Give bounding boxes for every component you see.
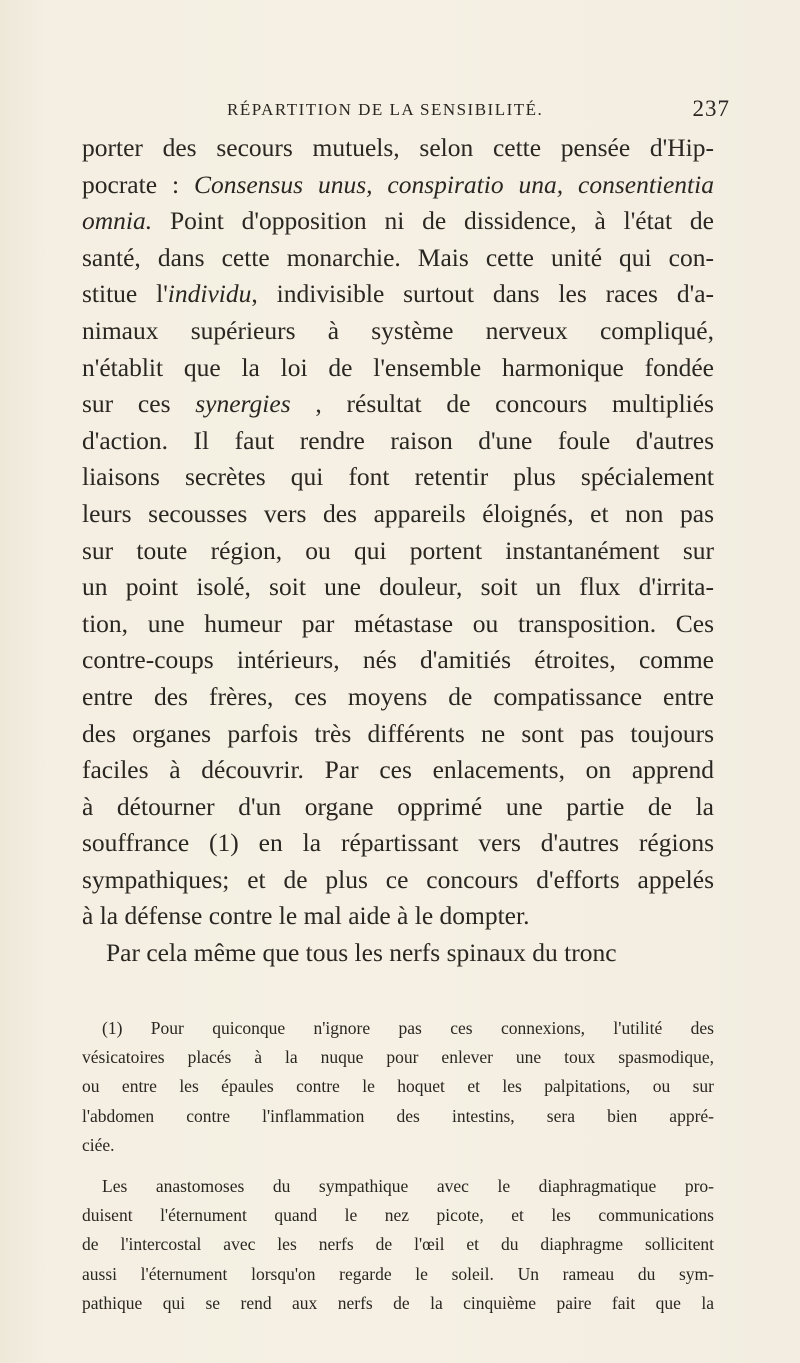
footnote-line: ciée. (82, 1134, 115, 1155)
footnote-line: pathique qui se rend aux nerfs de la cinquième paire fait que la (82, 1292, 714, 1313)
body-line (82, 276, 714, 313)
body-line: Par cela même que tous les nerfs spinaux du tronc (106, 938, 617, 968)
text-span: Point d'opposition ni de dissidence, à l'état de (152, 206, 714, 236)
footnote-line: (1) Pour quiconque n'ignore pas ces connexions, l'utilité des (102, 1018, 714, 1038)
body-line: entre des frères, ces moyens de compatissance entre (82, 681, 714, 711)
running-head (82, 96, 730, 126)
latin-quote: Consensus unus, conspiratio una, consentientia (193, 169, 714, 199)
body-line: des organes parfois très différents ne sont pas toujours (82, 718, 714, 748)
body-line: à la défense contre le mal aide à le dompter. (82, 901, 530, 931)
body-line: n'établit que la loi de l'ensemble harmonique fondée (82, 352, 714, 382)
body-line: liaisons secrètes qui font retentir plus spécialement (82, 462, 714, 492)
body-line: d'action. Il faut rendre raison d'une foule d'autres (82, 425, 714, 455)
footnote-line: duisent l'éternument quand le nez picote, et les communications (82, 1205, 714, 1226)
footnote-line: aussi l'éternument lorsqu'on regarde le soleil. Un rameau du sym- (82, 1263, 714, 1284)
footnote-gap (82, 1160, 714, 1172)
running-title: RÉPARTITION DE LA SENSIBILITÉ. (227, 100, 544, 119)
body-line: souffrance (1) en la répartissant vers d'autres régions (82, 828, 714, 858)
emphasis-individu: individu (167, 279, 252, 309)
footnote-line: vésicatoires placés à la nuque pour enlever une toux spasmodique, (82, 1047, 714, 1068)
latin-quote-end: omnia. (82, 206, 153, 236)
body-line: leurs secousses vers des appareils éloignés, et non pas (82, 498, 714, 528)
body-line: porter des secours mutuels, selon cette pensée d'Hip- (82, 133, 714, 162)
body-line: santé, dans cette monarchie. Mais cette unité qui con- (82, 242, 714, 272)
text-span: pocrate : (82, 169, 194, 199)
body-line (82, 203, 714, 240)
body-line: un point isolé, soit une douleur, soit un flux d'irrita- (82, 572, 714, 602)
text-span: , résultat de concours multipliés (290, 389, 714, 419)
text-span: sur ces (82, 389, 196, 419)
body-line: sur toute région, ou qui portent instantanément sur (82, 535, 714, 565)
footnote-line: ou entre les épaules contre le hoquet et les palpitations, ou sur (82, 1076, 714, 1097)
text-span: , indivisible surtout dans les races d'a- (251, 279, 714, 309)
body-line: à détourner d'un organe opprimé une partie de la (82, 791, 714, 821)
emphasis-synergies: synergies (195, 389, 291, 419)
footnotes (82, 1014, 714, 1318)
body-line: tion, une humeur par métastase ou transposition. Ces (82, 608, 714, 638)
body-line: sympathiques; et de plus ce concours d'efforts appelés (82, 864, 714, 894)
text-span: stitue l' (82, 279, 168, 309)
footnote-line: l'abdomen contre l'inflammation des intestins, sera bien appré- (82, 1105, 714, 1126)
footnote-line: de l'intercostal avec les nerfs de l'œil et du diaphragme sollicitent (82, 1234, 714, 1255)
body-line: faciles à découvrir. Par ces enlacements, on apprend (82, 755, 714, 785)
footnote-line: Les anastomoses du sympathique avec le diaphragmatique pro- (102, 1175, 714, 1196)
body-line: nimaux supérieurs à système nerveux compliqué, (82, 315, 714, 345)
body-text (82, 130, 714, 972)
body-line (82, 167, 714, 204)
page-number: 237 (692, 96, 730, 121)
body-line (82, 386, 714, 423)
body-line: contre-coups intérieurs, nés d'amitiés étroites, comme (82, 645, 714, 675)
